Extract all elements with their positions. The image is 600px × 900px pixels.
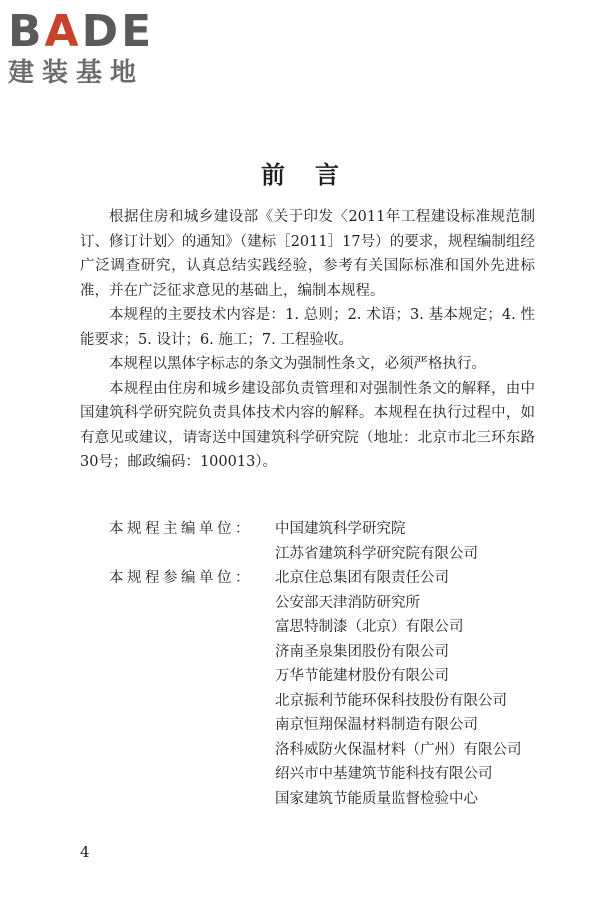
paragraph: 本规程由住房和城乡建设部负责管理和对强制性条文的解释，由中国建筑科学研究院负责具体技术内容的解释。本规程在执行过程中，如有意见或建议，请寄送中国建筑科学研究院（地址：北京市北三环东路30号；邮政编码：100013）。 [80, 380, 535, 470]
page-title: 前言 [261, 160, 369, 189]
list-item: 富思特制漆（北京）有限公司 [275, 619, 464, 635]
list-item: 中国建筑科学研究院 [275, 521, 406, 537]
list-item: 万华节能建材股份有限公司 [275, 668, 449, 684]
list-item: 国家建筑节能质量监督检验中心 [275, 790, 478, 807]
paragraph: 本规程的主要技术内容是：1. 总则；2. 术语；3. 基本规定；4. 性能要求；5. 设计；6. 施工；7. 工程验收。 [80, 307, 535, 348]
preface-body [80, 205, 535, 475]
chief-editors-row [80, 517, 550, 566]
logo-wordmark [8, 6, 178, 58]
list-item: 北京住总集团有限责任公司 [275, 570, 449, 586]
chief-editors-label: 本规程主编单位： [109, 521, 253, 537]
page-number: 4 [80, 843, 90, 861]
list-item: 北京振利节能环保科技股份有限公司 [275, 692, 507, 709]
list-item: 洛科威防火保温材料（广州）有限公司 [275, 741, 522, 758]
paragraph: 本规程以黑体字标志的条文为强制性条文，必须严格执行。 [109, 356, 486, 372]
chief-editors-list [275, 517, 550, 566]
logo-letter-a: A [44, 6, 82, 57]
brand-logo [8, 6, 178, 90]
logo-letter-b: B [8, 6, 45, 57]
organizations-section [80, 517, 550, 811]
participants-label: 本规程参编单位： [109, 570, 253, 586]
logo-letters-de: DE [81, 6, 155, 57]
list-item: 公安部天津消防研究所 [275, 594, 420, 611]
paragraph: 根据住房和城乡建设部《关于印发〈2011年工程建设标准规范制订、修订计划〉的通知》（建标［2011］17号）的要求，规程编制组经广泛调查研究，认真总结实践经验，参考有关国际标准和国外先进标准，并在广泛征求意见的基础上，编制本规程。 [80, 209, 535, 299]
logo-subtitle: 建装基地 [8, 58, 145, 88]
list-item: 绍兴市中基建筑节能科技有限公司 [275, 766, 493, 782]
participants-row [80, 566, 550, 811]
list-item: 江苏省建筑科学研究院有限公司 [275, 545, 478, 562]
participants-list [275, 566, 550, 811]
list-item: 济南圣泉集团股份有限公司 [275, 643, 449, 660]
list-item: 南京恒翔保温材料制造有限公司 [275, 717, 478, 733]
